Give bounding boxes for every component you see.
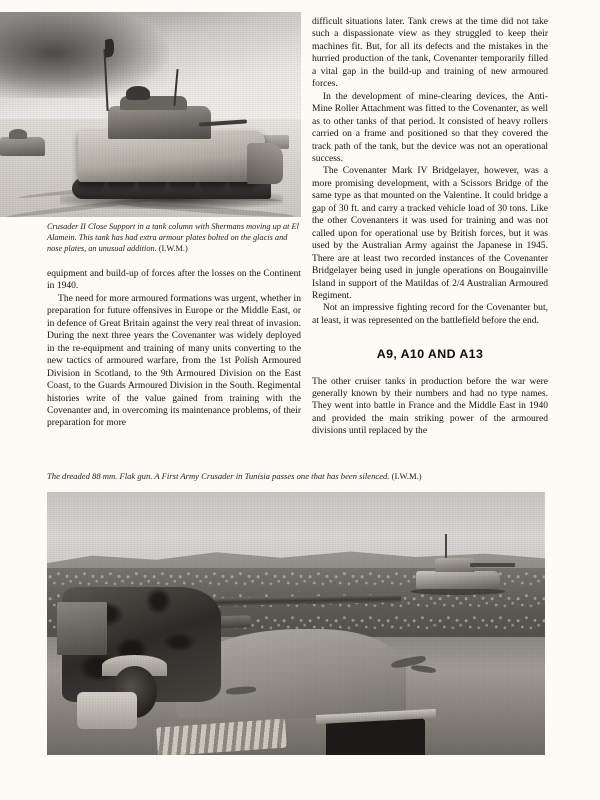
caption-bottom-text: The dreaded 88 mm. Flak gun. A First Army Crusader in Tunisia passes one that has been silenced.	[47, 471, 390, 481]
paragraph: equipment and build-up of forces after the losses on the Continent in 1940.	[47, 268, 301, 292]
caption-bottom	[47, 471, 547, 482]
paragraph: The Covenanter Mark IV Bridgelayer, however, was a more promising development, with a Scissors Bridge of the same type as that mounted on the Valentine. It could bridge a gap of 30 ft. and carry a tracked vehicle load of 30 tons. Like the other Covenanters it was used for training and was not called upon for operational use by British forces, but it was used by the Australian Army against the Japanese in 1945. There are at least two recorded instances of the Covenanter Bridgelayer being used in jungle operations on Bougainville Island in support of the Matildas of 2/4 Australian Armoured Regiment.	[312, 165, 548, 301]
silenced-88mm-flak-gun-photo	[47, 492, 545, 755]
paragraph: The other cruiser tanks in production before the war were generally known by their numbers and had no type names. They went into battle in France and the Middle East in 1940 and provided the main striking power of the armoured divisions until replaced by the	[312, 375, 548, 437]
body-column-left	[47, 268, 301, 430]
caption-bottom-source: (I.W.M.)	[391, 471, 422, 481]
caption-top	[47, 222, 303, 255]
paragraph: In the development of mine-clearing devices, the Anti-Mine Roller Attachment was fitted to the Covenanter, as well as to other tanks of that period. It consisted of heavy rollers carried on a frame and positioned so that they covered the track path of the tank, but the device was not an operational success.	[312, 90, 548, 164]
photo-film-grain	[0, 12, 301, 217]
caption-top-text: Crusader II Close Support in a tank column with Shermans moving up at El Alamein. This tank has had extra armour plates bolted on the glacis and nose plates, an unusual addition.	[47, 222, 299, 253]
body-column-right	[312, 16, 548, 438]
caption-top-source: (I.W.M.)	[158, 243, 188, 253]
crusader-tank-column-photo	[0, 12, 301, 217]
photo-film-grain	[47, 492, 545, 755]
paragraph: difficult situations later. Tank crews at the time did not take such a dispassionate view as they struggled to keep their machines fit. But, for all its defects and the mistakes in the hurried production of the tank, Covenanter temporarily filled a vital gap in the build-up and training of new armoured forces.	[312, 16, 548, 90]
section-heading: A9, A10 AND A13	[376, 347, 484, 362]
paragraph: The need for more armoured formations was urgent, whether in preparation for future offensives in Europe or the Middle East, or in defence of Great Britain against the very real threat of invasion. During the next three years the Covenanter was widely deployed in the re-equipment and training of many units converting to the new tactics of armoured warfare, from the 1st Polish Armoured Division in Scotland, to the 9th Armoured Division on the East Coast, to the Guards Armoured Division in the South. Regimental histories write of the value gained from training with the Covenanter and, in overcoming its maintenance problems, of their preparation for more	[47, 292, 301, 429]
paragraph: Not an impressive fighting record for the Covenanter but, at least, it was represented on the battlefield before the end.	[312, 302, 548, 326]
